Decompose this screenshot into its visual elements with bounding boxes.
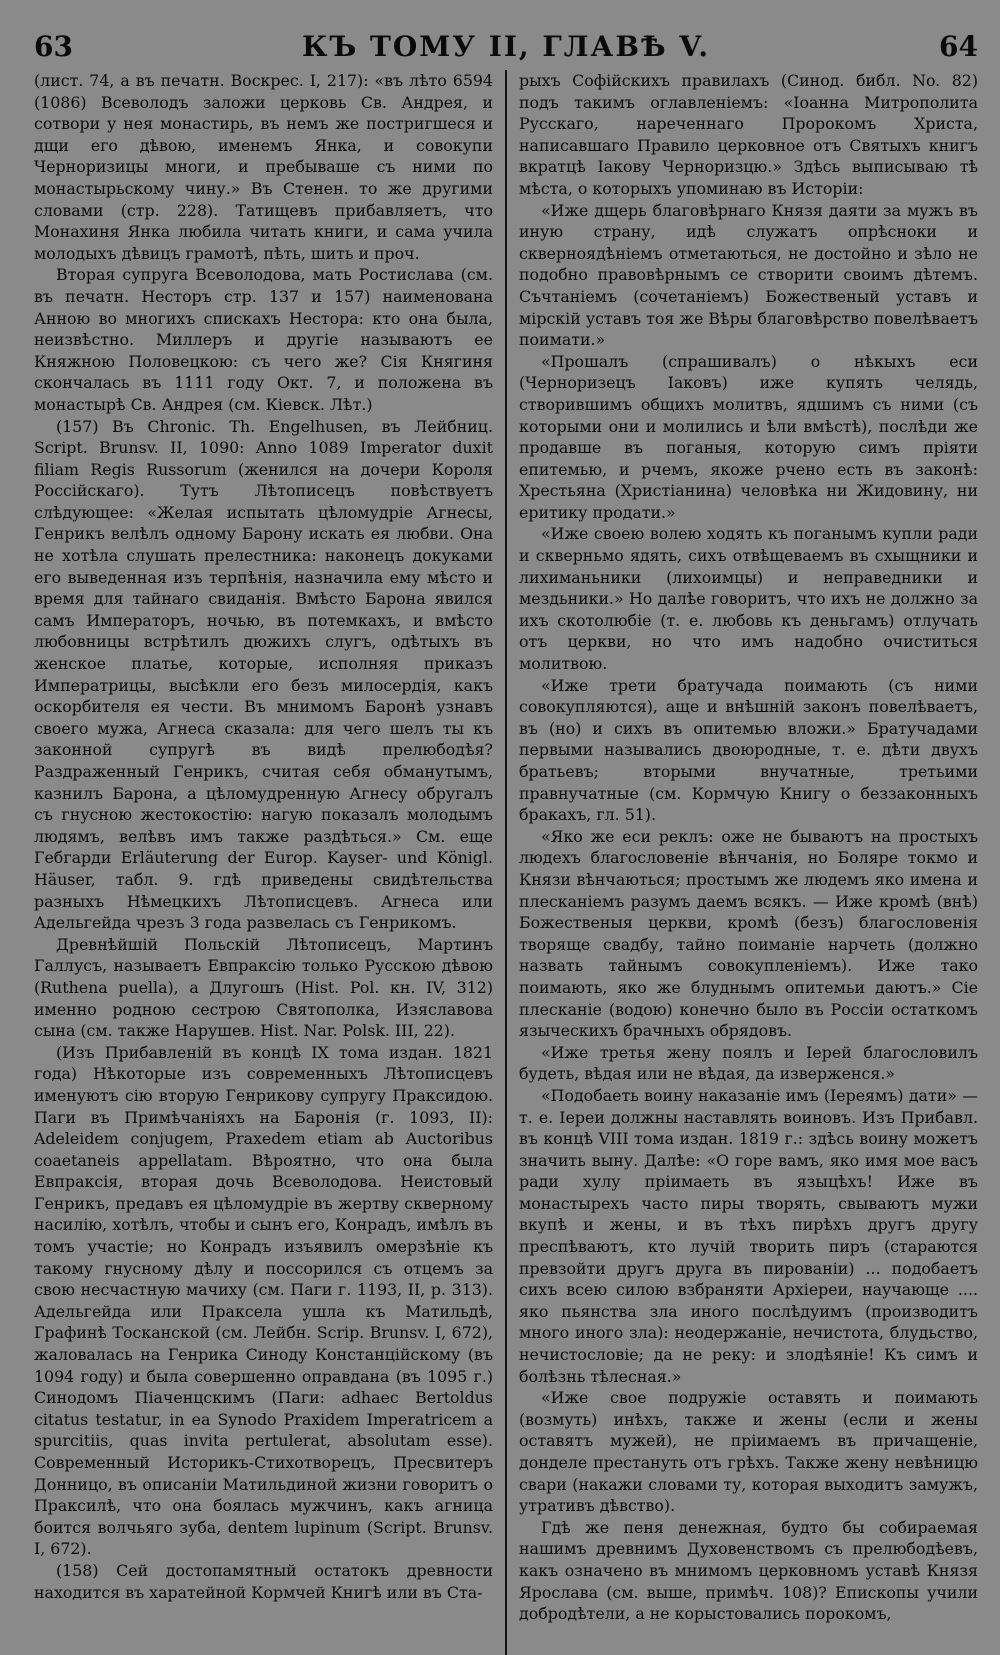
right-page-number: 64: [939, 30, 978, 63]
left-column: [34, 70, 505, 1655]
paragraph: «Яко же еси реклъ: оже не бываютъ на простыхъ людехъ благословеніе вѣнчанія, но Боляре токмо и Князи вѣнчаються; простымъ же людемъ яко имена и плесканіемъ разумъ даемъ всякъ. — Иже кромѣ (внѣ) Божественыя церкви, кромѣ (безъ) благословенія творяще свадбу, тайно поиманіе нарчеть (должно назвать тайнымъ совокупленіемъ). Иже тако поимають, яко же блуднымъ опитемьи даютъ.» Сіе плесканіе (водою) конечно было въ Россіи остаткомъ языческихъ брачныхъ обрядовъ.: [519, 826, 978, 1041]
paragraph: «Иже свое подружіе оставять и поимають (возмуть) инѣхъ, также и жены (если и жены оставятъ мужей), не пріимаемъ въ причащеніе, донделе престануть отъ грѣхъ. Также жену невѣницю свари (накажи словами ту, которая выходитъ замужъ, утративъ дѣвство).: [519, 1388, 978, 1516]
paragraph: рыхъ Софійскихъ правилахъ (Синод. библ. No. 82) подъ такимъ оглавленіемъ: «Іоанна Митрополита Русскаго, нареченнаго Пророкомъ Христа, написавшаго Правило церковное отъ Святыхъ книгъ вкратцѣ Іакову Черноризцю.» Здѣсь выписываю тѣ мѣста, о которыхъ упоминаю въ Исторіи:: [519, 71, 978, 198]
paragraph: «Иже дщерь благовѣрнаго Князя даяти за мужъ въ иную страну, идѣ служатъ опрѣсноки и скверноядѣніемъ отметаються, не достойно и зѣло не подобно правовѣрнымъ се створити своимъ дѣтемъ. Съчтаніемъ (сочетаніемъ) Божественый уставъ и мірскій уставъ тоя же Вѣры благовѣрство повелѣваетъ поимати.»: [519, 200, 978, 350]
page-header: [34, 30, 978, 70]
running-title: КЪ ТОМУ II, ГЛАВѢ V.: [302, 30, 710, 63]
paragraph: (Изъ Прибавленій въ концѣ IX тома издан. 1821 года) Нѣкоторые изъ современныхъ Лѣтописцевъ именуютъ сію вторую Генрикову супругу Праксидою. Паги въ Примѣчаніяхъ на Баронія (г. 1093, II): Adeleidem conjugem, Praxedem etiam ab Auctoribus coaetaneis appellatam. Вѣроятно, что она была Евпраксія, вторая дочь Всеволодова. Неистовый Генрикъ, предавъ ея цѣломудріе въ жертву скверному насилію, хотѣлъ, чтобы и сынъ его, Конрадъ, имѣлъ въ томъ участіе; но Конрадъ изъявилъ омерзѣніе къ такому гнусному дѣлу и поссорился съ отцемъ за свою несчастную мачиху (см. Паги г. 1193, II, р. 313). Адельгейда или Праксела ушла къ Матильдѣ, Графинѣ Тосканской (см. Лейбн. Scrip. Brunsv. I, 672), жаловалась на Генрика Синоду Констанційскому (въ 1094 году) и была совершенно оправдана (въ 1095 г.) Синодомъ Піаченцскимъ (Паги: adhaec Bertoldus citatus testatur, in ea Synodo Praxidem Imperatricem a spurcitiis, quas invita pertulerat, absolutam esse). Современный Историкъ-Стихотворецъ, Пресвитеръ Донницо, въ описаніи Матильдиной жизни говоритъ о Праксилѣ, что она боялась мужчинъ, какъ агница боится волчьяго зуба, dentem lupinum (Script. Brunsv. I, 672).: [34, 1042, 493, 1559]
paragraph: «Подобаеть воину наказаніе имъ (Іереямъ) дати» — т. е. Іереи должны наставлять воиновъ. Изъ Прибавл. въ концѣ VIII тома издан. 1819 г.: здѣсь воину можетъ значить выну. Далѣе: «О горе вамъ, яко имя мое васъ ради хулу пріимаеть въ языцѣхъ! Иже въ монастырехъ часто пиры творять, свываютъ мужи вкупѣ и жены, и въ тѣхъ пирѣхъ другъ другу преспѣваютъ, кто лучій творить пиръ (стараются превзойти другъ друга въ пированіи) ... подобаетъ сихъ всею силою взбраняти Архіереи, научающе .... яко пьянства зла иного послѣдуимъ (производитъ много иного зла): неодержаніе, нечистота, блудьство, нечистословіе; да не реку: и злодѣяніе! Къ симъ и болѣзнь тѣлесная.»: [519, 1085, 978, 1386]
paragraph: (лист. 74, а въ печатн. Воскрес. I, 217): «въ лѣто 6594 (1086) Всеволодъ заложи церковь Св. Андрея, и сотвори у нея монастирь, въ немъ же постригшеся и дщи его дѣвою, именемъ Янка, и совокупи Черноризицы многи, и пребываше съ ними по монастырьскому чину.» Въ Стенен. то же другими словами (стр. 228). Татищевъ прибавляетъ, что Монахиня Янка любила читать книги, и сама учила молодыхъ дѣвицъ грамотѣ, пѣть, шить и проч.: [34, 71, 493, 263]
paragraph: Древнѣйшій Польскій Лѣтописецъ, Мартинъ Галлусъ, называетъ Евпраксію только Русскою дѣвою (Ruthena puella), а Длугошъ (Hist. Pol. кн. IV, 312) именно родною сестрою Святополка, Изяславова сына (см. также Нарушев. Hist. Nar. Polsk. III, 22).: [34, 934, 493, 1041]
paragraph: (158) Сей достопамятный остатокъ древности находится въ харатейной Кормчей Книгѣ или въ Ста-: [34, 1560, 493, 1602]
paragraph: Вторая супруга Всеволодова, мать Ростислава (см. въ печатн. Несторъ стр. 137 и 157) наименована Анною во многихъ спискахъ Нестора: кто она была, неизвѣстно. Миллеръ и другіе называютъ ее Княжною Половецкою: съ чего же? Сія Княгиня скончалась въ 1111 году Окт. 7, и положена въ монастырѣ Св. Андрея (см. Кіевск. Лѣт.): [34, 265, 493, 414]
paragraph: (157) Въ Chronic. Th. Engelhusen, въ Лейбниц. Script. Brunsv. II, 1090: Anno 1089 Imperator duxit filiam Regis Russorum (женился на дочери Короля Россійскаго). Тутъ Лѣтописецъ повѣствуетъ слѣдующее: «Желая испытать цѣломудріе Агнесы, Генрикъ велѣлъ одному Барону искать ея любви. Она не хотѣла слушать прелестника: наконецъ докуками его выведенная изъ терпѣнія, назначила ему мѣсто и время для тайнаго свиданія. Вмѣсто Барона явился самъ Императоръ, ночью, въ потемкахъ, и вмѣсто любовницы встрѣтилъ дюжихъ слугъ, одѣтыхъ въ женское платье, которые, исполняя приказъ Императрицы, высѣкли его безъ милосердія, какъ оскорбителя ея чести. Въ мнимомъ Баронѣ узнавъ своего мужа, Агнеса сказала: для чего шелъ ты къ законной супругѣ въ видѣ прелюбодѣя? Раздраженный Генрикъ, считая себя обманутымъ, казнилъ Барона, а цѣломудренную Агнесу обругалъ съ гнусною жестокостію: нагую показалъ молодымъ людямъ, велѣвъ имъ также раздѣться.» См. еще Гебгарди Erläuterung der Europ. Kayser- und Königl. Häuser, табл. 9. гдѣ приведены свидѣтельства разныхъ Нѣмецкихъ Лѣтописцевъ. Агнеса или Адельгейда чрезъ 3 года развелась съ Генрикомъ.: [34, 416, 493, 933]
paragraph: «Иже трети братучада поимають (съ ними совокупляются), аще и внѣшній законъ повелѣваетъ, въ (но) и сихъ въ опитемью вложи.» Братучадами первыми назывались двоюродные, т. е. дѣти двухъ братьевъ; вторыми внучатные, третьими правнучатные (см. Кормчую Книгу о беззаконныхъ бракахъ, гл. 51).: [519, 675, 978, 825]
text-columns: [34, 70, 978, 1655]
paragraph: Гдѣ же пеня денежная, будто бы собираемая нашимъ древнимъ Духовенствомъ съ прелюбодѣевъ, какъ означено въ мнимомъ церковномъ уставѣ Князя Ярослава (см. выше, примѣч. 108)? Епископы учили добродѣтели, а не корыстовались порокомъ,: [519, 1517, 978, 1624]
paragraph: «Иже третья жену поялъ и Іерей благословилъ будеть, вѣдая или не вѣдая, да изверженся.»: [519, 1042, 978, 1084]
right-column: [505, 70, 978, 1655]
left-page-number: 63: [34, 30, 73, 63]
paragraph: «Иже своею волею ходять къ поганымъ купли ради и скверньмо ядять, сихъ отвѣщеваемъ въ схыщники и лихиманьники (лихоимцы) и неправедники и мездьники.» Но далѣе говоритъ, что ихъ не должно за ихъ скотолюбіе (т. е. любовь къ деньгамъ) отлучать отъ церкви, но что имъ надобно очиститься молитвою.: [519, 524, 978, 674]
paragraph: «Прошалъ (спрашивалъ) о нѣкыхъ еси (Черноризецъ Іаковъ) иже купять челядь, створившимъ общихъ молитвъ, ядшимъ съ ними (съ которыми они и молились и ѣли вмѣстѣ), послѣди же продавше въ поганыя, которую симъ пріяти епитемью, и рчемъ, якоже рчено есть въ законѣ: Хрестьяна (Христіанина) человѣка ни Жидовину, ни еритику продати.»: [519, 351, 978, 522]
